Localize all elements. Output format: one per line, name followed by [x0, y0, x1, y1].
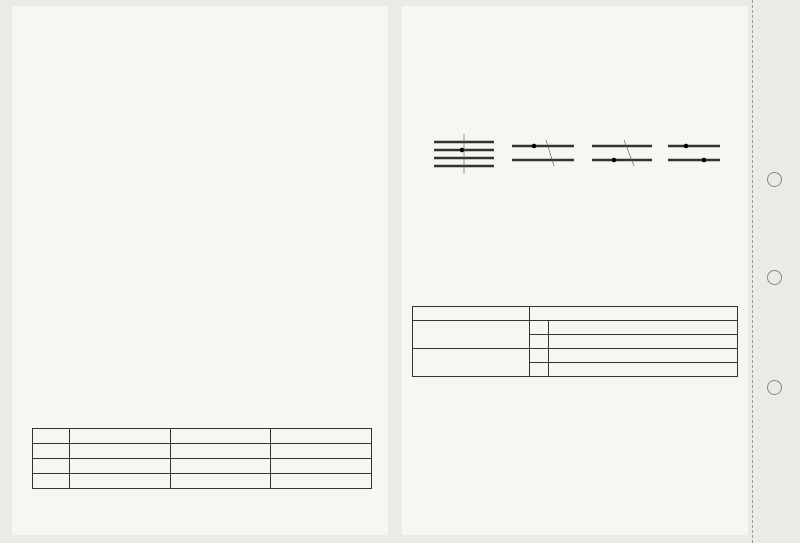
table-cell [70, 474, 171, 489]
row-head [33, 474, 70, 489]
chromosome-diagram [424, 130, 724, 194]
table-cell [170, 474, 271, 489]
margin-mark [767, 172, 782, 187]
right-page [402, 6, 748, 535]
table-cell [271, 474, 372, 489]
left-page [12, 6, 388, 535]
charts-top [72, 60, 332, 160]
col-head [70, 429, 171, 444]
chromo-case1 [512, 140, 574, 166]
table-cell [170, 444, 271, 459]
chromo-case3 [668, 144, 720, 163]
col-head [170, 429, 271, 444]
sex-cell [530, 335, 549, 349]
sex-cell [530, 349, 549, 363]
table-cell [271, 444, 372, 459]
th-cross [413, 307, 530, 321]
cross-table-corner [33, 429, 70, 444]
margin-mark [767, 270, 782, 285]
chart-bottom [132, 166, 292, 258]
result-cell [549, 349, 738, 363]
table-cell [70, 444, 171, 459]
result-cell [549, 335, 738, 349]
binding-margin [752, 0, 799, 543]
row-head [33, 444, 70, 459]
cross-cell [413, 349, 530, 377]
sex-cell [530, 321, 549, 335]
cross-cell [413, 321, 530, 349]
result-cell [549, 321, 738, 335]
sex-cell [530, 363, 549, 377]
table-cell [70, 459, 171, 474]
chromo-insert [434, 134, 494, 174]
margin-mark [767, 380, 782, 395]
cross-table [32, 428, 372, 489]
table-cell [271, 459, 372, 474]
col-head [271, 429, 372, 444]
table-cell [170, 459, 271, 474]
cross-result-table [412, 306, 738, 377]
th-f1 [530, 307, 738, 321]
result-cell [549, 363, 738, 377]
gel-figure [652, 430, 746, 476]
chromo-case2 [592, 140, 652, 166]
row-head [33, 459, 70, 474]
